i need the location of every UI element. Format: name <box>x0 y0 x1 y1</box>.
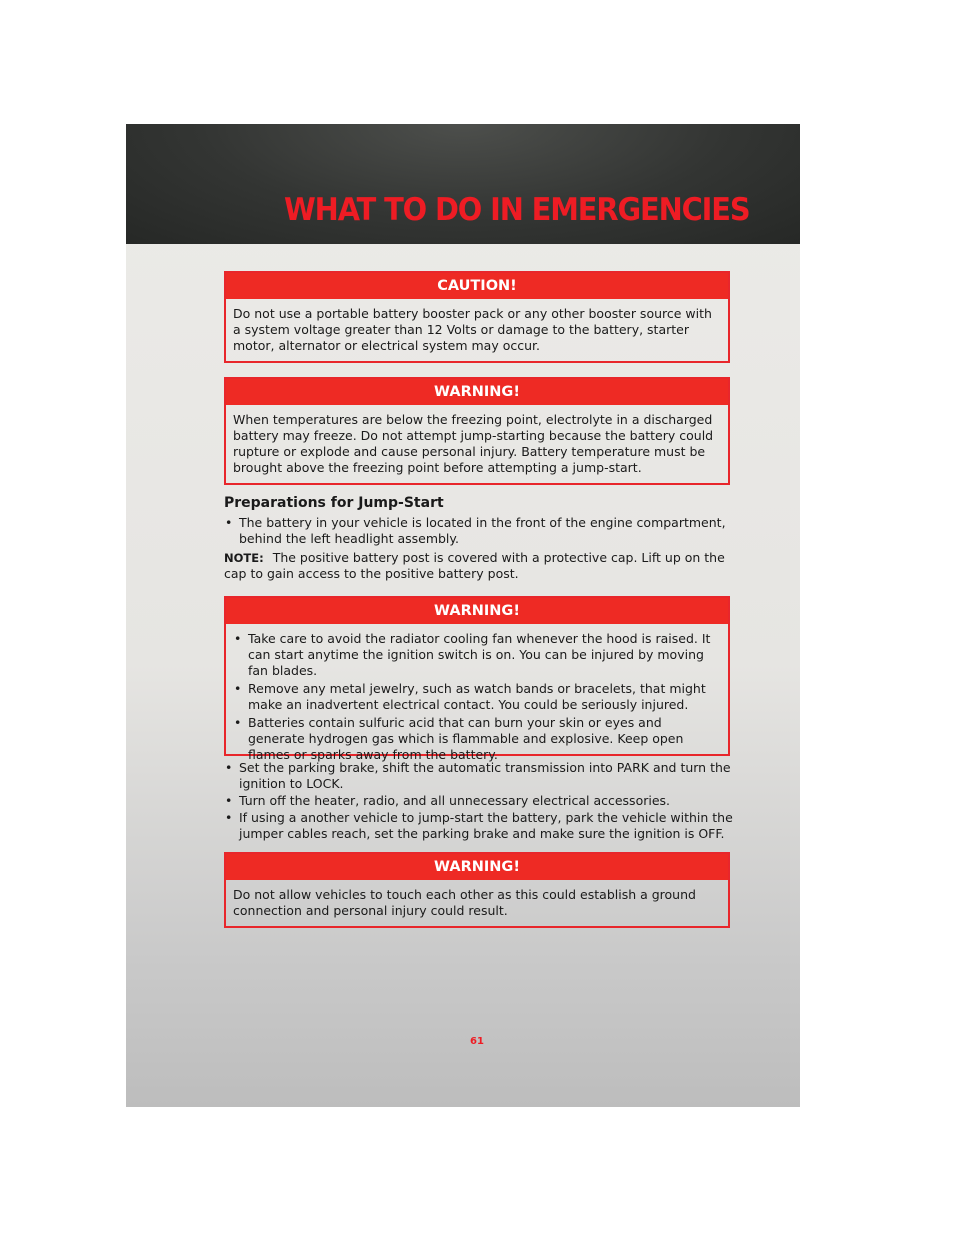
list-item: • Set the parking brake, shift the automatic transmission into PARK and turn the ignition to LOCK. <box>224 760 734 792</box>
warning-heading: WARNING! <box>226 379 728 405</box>
warning-heading: WARNING! <box>226 598 728 624</box>
steps-list <box>224 760 734 842</box>
warning-list <box>233 631 719 763</box>
list-item: • Batteries contain sulfuric acid that can burn your skin or eyes and generate hydrogen gas which is flammable and explosive. Keep open flames or sparks away from the battery. <box>233 715 719 763</box>
warning-box-contact <box>224 852 730 928</box>
warning-text: When temperatures are below the freezing point, electrolyte in a discharged battery may freeze. Do not attempt jump-starting because the battery could rupture or explode and cause personal injury. Battery temperature must be brought above the freezing point before attempting a jump-start. <box>233 412 714 475</box>
list-item: • Remove any metal jewelry, such as watch bands or bracelets, that might make an inadvertent electrical contact. You could be seriously injured. <box>233 681 719 713</box>
caution-heading: CAUTION! <box>226 273 728 299</box>
steps-list-section <box>224 760 734 843</box>
list-item: • If using a another vehicle to jump-start the battery, park the vehicle within the jumper cables reach, set the parking brake and make sure the ignition is OFF. <box>224 810 734 842</box>
preparations-list <box>224 515 734 547</box>
header-banner <box>126 124 800 244</box>
note-text: The positive battery post is covered with a protective cap. Lift up on the cap to gain access to the positive battery post. <box>224 550 725 581</box>
note-paragraph <box>224 550 734 582</box>
warning-body <box>226 624 728 763</box>
warning-box-freezing <box>224 377 730 485</box>
section-title: Preparations for Jump-Start <box>224 495 444 511</box>
caution-box <box>224 271 730 363</box>
warning-box-safety <box>224 596 730 762</box>
warning-text: Do not allow vehicles to touch each other as this could establish a ground connection and personal injury could result. <box>233 887 696 918</box>
list-item: • The battery in your vehicle is located in the front of the engine compartment, behind the left headlight assembly. <box>224 515 734 547</box>
caution-text: Do not use a portable battery booster pack or any other booster source with a system voltage greater than 12 Volts or damage to the battery, starter motor, alternator or electrical system may occur. <box>233 306 712 353</box>
page-number: 61 <box>470 1036 484 1047</box>
warning-heading: WARNING! <box>226 854 728 880</box>
preparations-section <box>224 495 734 582</box>
list-item: • Take care to avoid the radiator cooling fan whenever the hood is raised. It can start anytime the ignition switch is on. You can be injured by moving fan blades. <box>233 631 719 679</box>
note-label: NOTE: <box>224 551 264 565</box>
list-item: • Turn off the heater, radio, and all unnecessary electrical accessories. <box>224 793 734 809</box>
page-title: WHAT TO DO IN EMERGENCIES <box>284 192 750 228</box>
